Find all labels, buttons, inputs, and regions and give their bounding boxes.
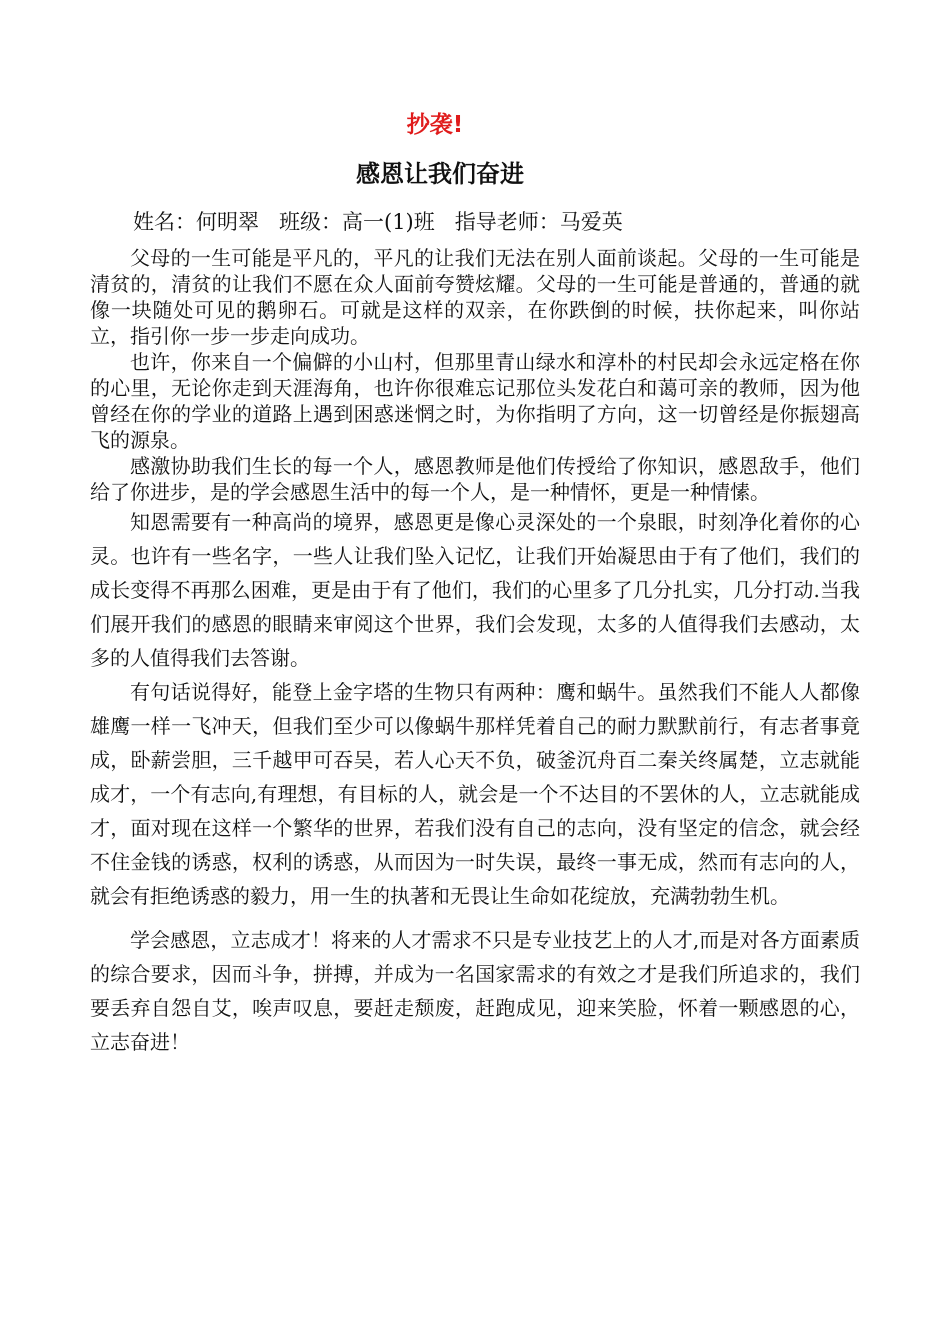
paragraph-2: 也许，你来自一个偏僻的小山村，但那里青山绿水和淳朴的村民却会永远定格在你的心里，无论你走到天涯海角，也许你很难忘记那位头发花白和蔼可亲的教师，因为他曾经在你的学业的道路上遇到困惑迷惘之时，为你指明了方向，这一切曾经是你振翅高飞的源泉。: [90, 350, 860, 452]
advisor-name: 指导老师：马爱英: [454, 210, 623, 234]
plagiarism-warning: 抄袭!: [406, 112, 464, 138]
paragraph-3: 感激协助我们生长的每一个人，感恩教师是他们传授给了你知识，感恩敌手，他们给了你进步，是的学会感恩生活中的每一个人，是一种情怀，更是一种情愫。: [90, 454, 860, 504]
author-name: 姓名：何明翠: [133, 210, 259, 234]
paragraph-1: 父母的一生可能是平凡的，平凡的让我们无法在别人面前谈起。父母的一生可能是清贫的，清贫的让我们不愿在众人面前夸赞炫耀。父母的一生可能是普通的，普通的就像一块随处可见的鹅卵石。可就是这样的双亲，在你跌倒的时候，扶你起来，叫你站立，指引你一步一步走向成功。: [90, 246, 860, 348]
paragraph-6: 学会感恩，立志成才！将来的人才需求不只是专业技艺上的人才,而是对各方面素质的综合要求，因而斗争，拼搏，并成为一名国家需求的有效之才是我们所追求的，我们要丢弃自怨自艾，唉声叹息，要赶走颓废，赶跑成见，迎来笑脸，怀着一颗感恩的心，立志奋进！: [90, 928, 860, 1054]
essay-body: [90, 245, 860, 1059]
paragraph-4: 知恩需要有一种高尚的境界，感恩更是像心灵深处的一个泉眼，时刻净化着你的心灵。也许有一些名字，一些人让我们坠入记忆，让我们开始凝思由于有了他们，我们的成长变得不再那么困难，更是由于有了他们，我们的心里多了几分扎实，几分打动.当我们展开我们的感恩的眼睛来审阅这个世界，我们会发现，太多的人值得我们去感动，太多的人值得我们去答谢。: [90, 510, 860, 670]
essay-title: 感恩让我们奋进: [356, 160, 524, 188]
paragraph-5: 有句话说得好，能登上金字塔的生物只有两种：鹰和蜗牛。虽然我们不能人人都像雄鹰一样一飞冲天，但我们至少可以像蜗牛那样凭着自己的耐力默默前行，有志者事竟成，卧薪尝胆，三千越甲可吞吴，若人心天不负，破釜沉舟百二秦关终属楚，立志就能成才，一个有志向,有理想，有目标的人，就会是一个不达目的不罢休的人，立志就能成才，面对现在这样一个繁华的世界，若我们没有自己的志向，没有坚定的信念，就会经不住金钱的诱惑，权利的诱惑，从而因为一时失误，最终一事无成，然而有志向的人，就会有拒绝诱惑的毅力，用一生的执著和无畏让生命如花绽放，充满勃勃生机。: [90, 680, 860, 908]
author-class: 班级：高一(1)班: [279, 210, 435, 234]
author-info: [133, 205, 833, 239]
